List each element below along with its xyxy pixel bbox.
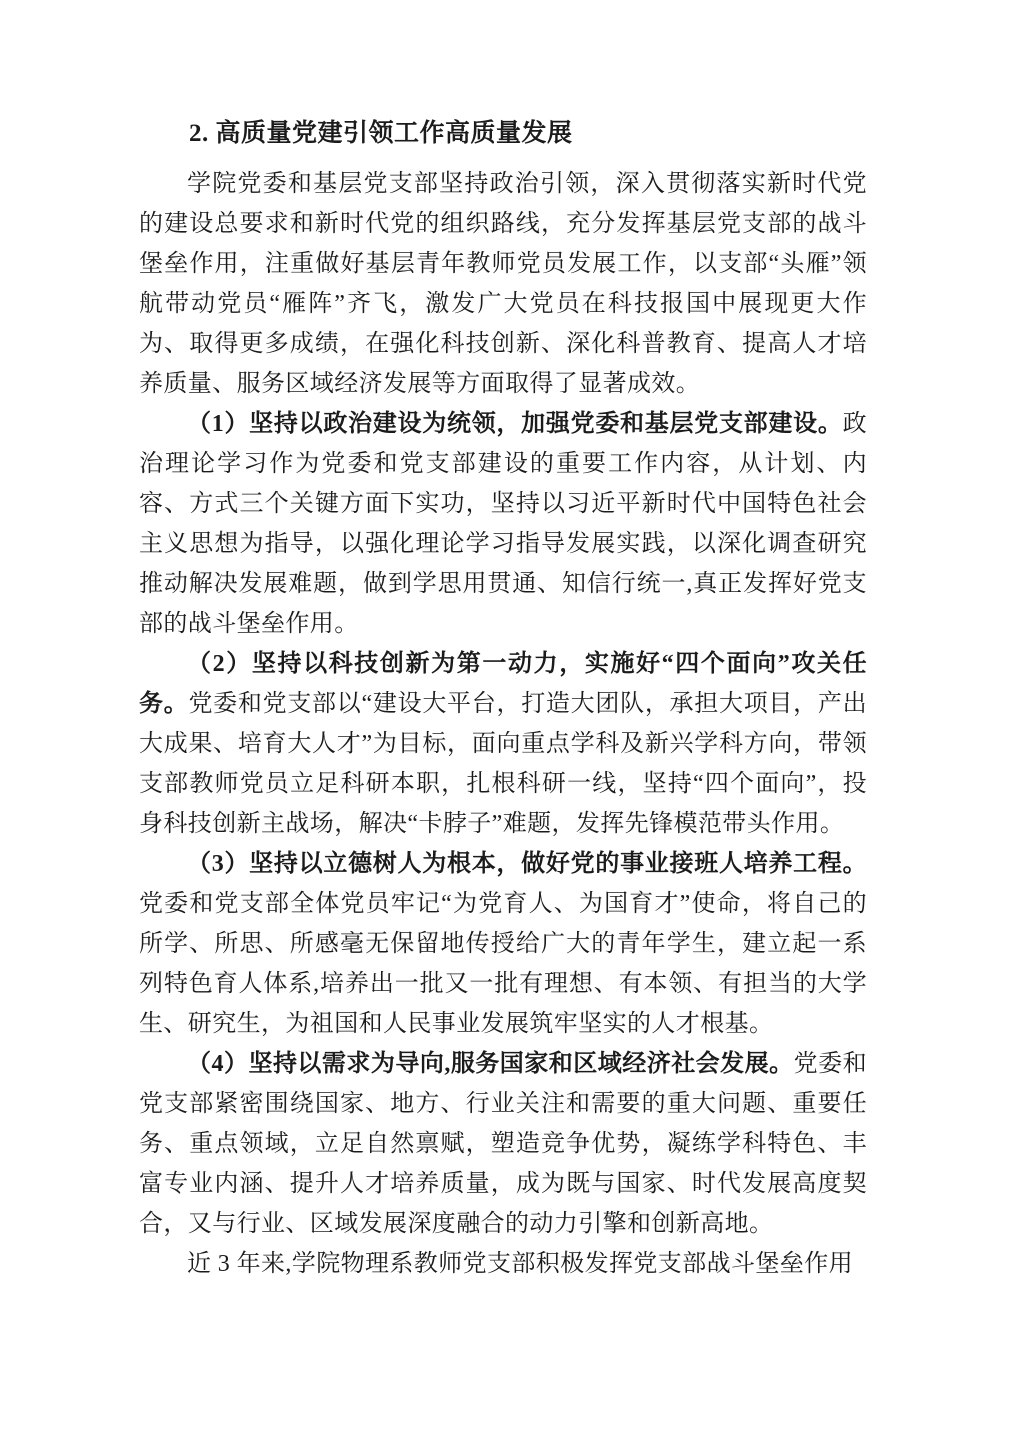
paragraph-bold-lead: （3）坚持以立德树人为根本，做好党的事业接班人培养工程。 [187,851,867,877]
paragraph-bold-lead: （4）坚持以需求为导向,服务国家和区域经济社会发展。 [187,1051,794,1077]
paragraph-bold-lead: （1）坚持以政治建设为统领，加强党委和基层党支部建设。 [187,411,843,437]
paragraph-text: 学院党委和基层党支部坚持政治引领，深入贯彻落实新时代党的建设总要求和新时代党的组织路线，充分发挥基层党支部的战斗堡垒作用，注重做好基层青年教师党员发展工作，以支部“头雁”领航带动党员“雁阵”齐飞，激发广大党员在科技报国中展现更大作为、取得更多成绩，在强化科技创新、深化科普教育、提高人才培养质量、服务区域经济发展等方面取得了显著成效。 [139,171,867,397]
paragraph [139,1244,867,1284]
paragraphs [139,164,867,1284]
paragraph [139,1044,867,1244]
paragraph [139,844,867,1044]
paragraph [139,404,867,644]
paragraph [139,644,867,844]
paragraph-text: 党委和党支部以“建设大平台，打造大团队，承担大项目，产出大成果、培育大人才”为目标，面向重点学科及新兴学科方向，带领支部教师党员立足科研本职，扎根科研一线，坚持“四个面向”，投身科技创新主战场，解决“卡脖子”难题，发挥先锋模范带头作用。 [139,691,867,837]
paragraph-text: 近 3 年来,学院物理系教师党支部积极发挥党支部战斗堡垒作用 [187,1251,853,1277]
section-heading: 2. 高质量党建引领工作高质量发展 [189,120,573,147]
paragraph-text: 党委和党支部紧密围绕国家、地方、行业关注和需要的重大问题、重要任务、重点领域，立足自然禀赋，塑造竞争优势，凝练学科特色、丰富专业内涵、提升人才培养质量，成为既与国家、时代发展高度契合，又与行业、区域发展深度融合的动力引擎和创新高地。 [139,1051,867,1237]
paragraph-text: 政治理论学习作为党委和党支部建设的重要工作内容，从计划、内容、方式三个关键方面下实功，坚持以习近平新时代中国特色社会主义思想为指导，以强化理论学习指导发展实践，以深化调查研究推动解决发展难题，做到学思用贯通、知信行统一,真正发挥好党支部的战斗堡垒作用。 [139,411,867,637]
document-content [139,114,867,1284]
paragraph-bold-lead: （2）坚持以科技创新为第一动力，实施好“四个面向”攻关任务。 [139,651,867,717]
paragraph [139,164,867,404]
paragraph-text: 党委和党支部全体党员牢记“为党育人、为国育才”使命，将自己的所学、所思、所感毫无保留地传授给广大的青年学生，建立起一系列特色育人体系,培养出一批又一批有理想、有本领、有担当的大学生、研究生，为祖国和人民事业发展筑牢坚实的人才根基。 [139,891,867,1037]
